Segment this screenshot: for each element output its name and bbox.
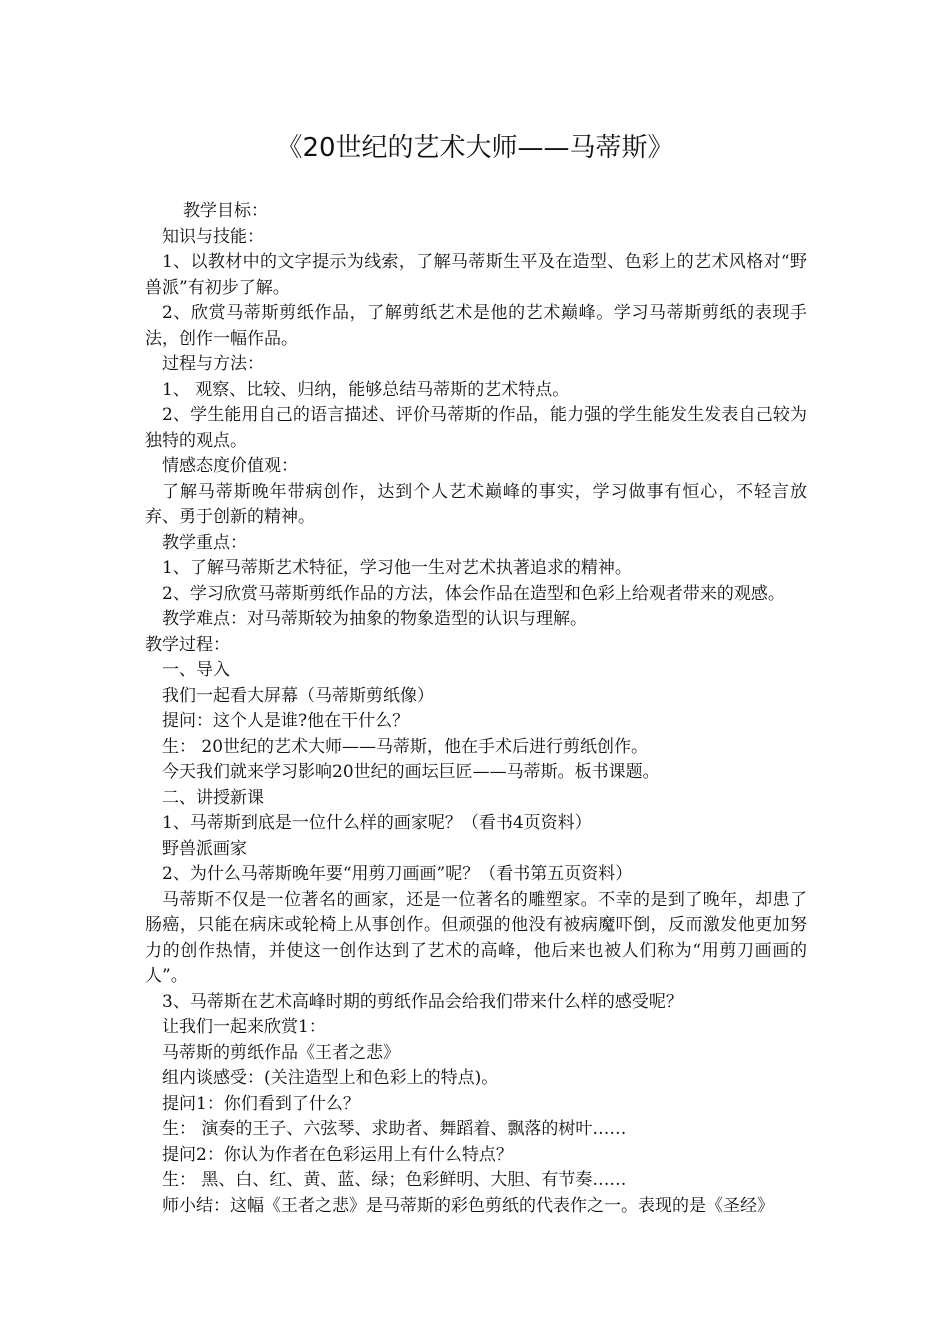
paragraph: 2、学生能用自己的语言描述、评价马蒂斯的作品，能力强的学生能发生发表自己较为独特的观点。: [145, 405, 807, 451]
paragraph: 提问2：你认为作者在色彩运用上有什么特点？: [162, 1144, 513, 1165]
paragraph: 生： 演奏的王子、六弦琴、求助者、舞蹈着、飘落的树叶……: [162, 1119, 627, 1139]
paragraph: 2、欣赏马蒂斯剪纸作品，了解剪纸艺术是他的艺术巅峰。学习马蒂斯剪纸的表现手法，创作一幅作品。: [145, 303, 807, 349]
document-body: [145, 199, 807, 1219]
paragraph: 1、马蒂斯到底是一位什么样的画家呢？（看书4页资料）: [162, 813, 592, 833]
paragraph: 组内谈感受：(关注造型上和色彩上的特点)。: [162, 1068, 499, 1088]
heading-process-methods: 过程与方法：: [162, 354, 264, 374]
paragraph: 让我们一起来欣赏1：: [162, 1017, 326, 1037]
paragraph: 师小结：这幅《王者之悲》是马蒂斯的彩色剪纸的代表作之一。表现的是《圣经》: [162, 1195, 774, 1216]
heading-knowledge-skills: 知识与技能：: [162, 226, 264, 247]
paragraph: 3、马蒂斯在艺术高峰时期的剪纸作品会给我们带来什么样的感受呢？: [162, 991, 683, 1012]
paragraph: 今天我们就来学习影响20世纪的画坛巨匠——马蒂斯。板书课题。: [162, 762, 660, 782]
paragraph: 生： 20世纪的艺术大师——马蒂斯，他在手术后进行剪纸创作。: [162, 736, 649, 757]
paragraph: 1、了解马蒂斯艺术特征，学习他一生对艺术执著追求的精神。: [162, 558, 632, 578]
document-title: 《20世纪的艺术大师——马蒂斯》: [276, 133, 674, 163]
paragraph: 马蒂斯不仅是一位著名的画家，还是一位著名的雕塑家。不幸的是到了晚年，却患了肠癌，只能在病床或轮椅上从事创作。但顽强的他没有被病魔吓倒，反而激发他更加努力的创作热情，并使这一创作达到了艺术的高峰，他后来也被人们称为“用剪刀画画的人”。: [145, 889, 807, 986]
paragraph: 2、为什么马蒂斯晚年要“用剪刀画画”呢？（看书第五页资料）: [162, 864, 633, 884]
heading-teaching-process: 教学过程：: [145, 634, 230, 655]
heading-emotion-values: 情感态度价值观：: [162, 456, 298, 476]
paragraph: 生： 黑、白、红、黄、蓝、绿；色彩鲜明、大胆、有节奏……: [162, 1170, 627, 1190]
paragraph-difficulties: 教学难点：对马蒂斯较为抽象的物象造型的认识与理解。: [162, 609, 587, 629]
section-heading-new-lesson: 二、讲授新课: [162, 787, 264, 808]
section-heading-intro: 一、导入: [162, 660, 230, 680]
paragraph: 提问：这个人是谁?他在干什么？: [162, 711, 410, 731]
paragraph: 2、学习欣赏马蒂斯剪纸作品的方法，体会作品在造型和色彩上给观者带来的观感。: [162, 583, 785, 604]
paragraph: 我们一起看大屏幕（马蒂斯剪纸像）: [162, 685, 434, 706]
paragraph: 提问1：你们看到了什么？: [162, 1093, 360, 1114]
paragraph: 马蒂斯的剪纸作品《王者之悲》: [162, 1042, 400, 1063]
paragraph: 野兽派画家: [162, 838, 247, 859]
heading-teaching-goals: 教学目标：: [183, 201, 268, 221]
heading-key-points: 教学重点：: [162, 532, 247, 553]
paragraph: 1、以教材中的文字提示为线索，了解马蒂斯生平及在造型、色彩上的艺术风格对“野兽派”有初步了解。: [145, 252, 807, 298]
paragraph: 了解马蒂斯晚年带病创作，达到个人艺术巅峰的事实，学习做事有恒心，不轻言放弃、勇于创新的精神。: [145, 481, 807, 527]
paragraph: 1、 观察、比较、归纳，能够总结马蒂斯的艺术特点。: [162, 379, 570, 400]
